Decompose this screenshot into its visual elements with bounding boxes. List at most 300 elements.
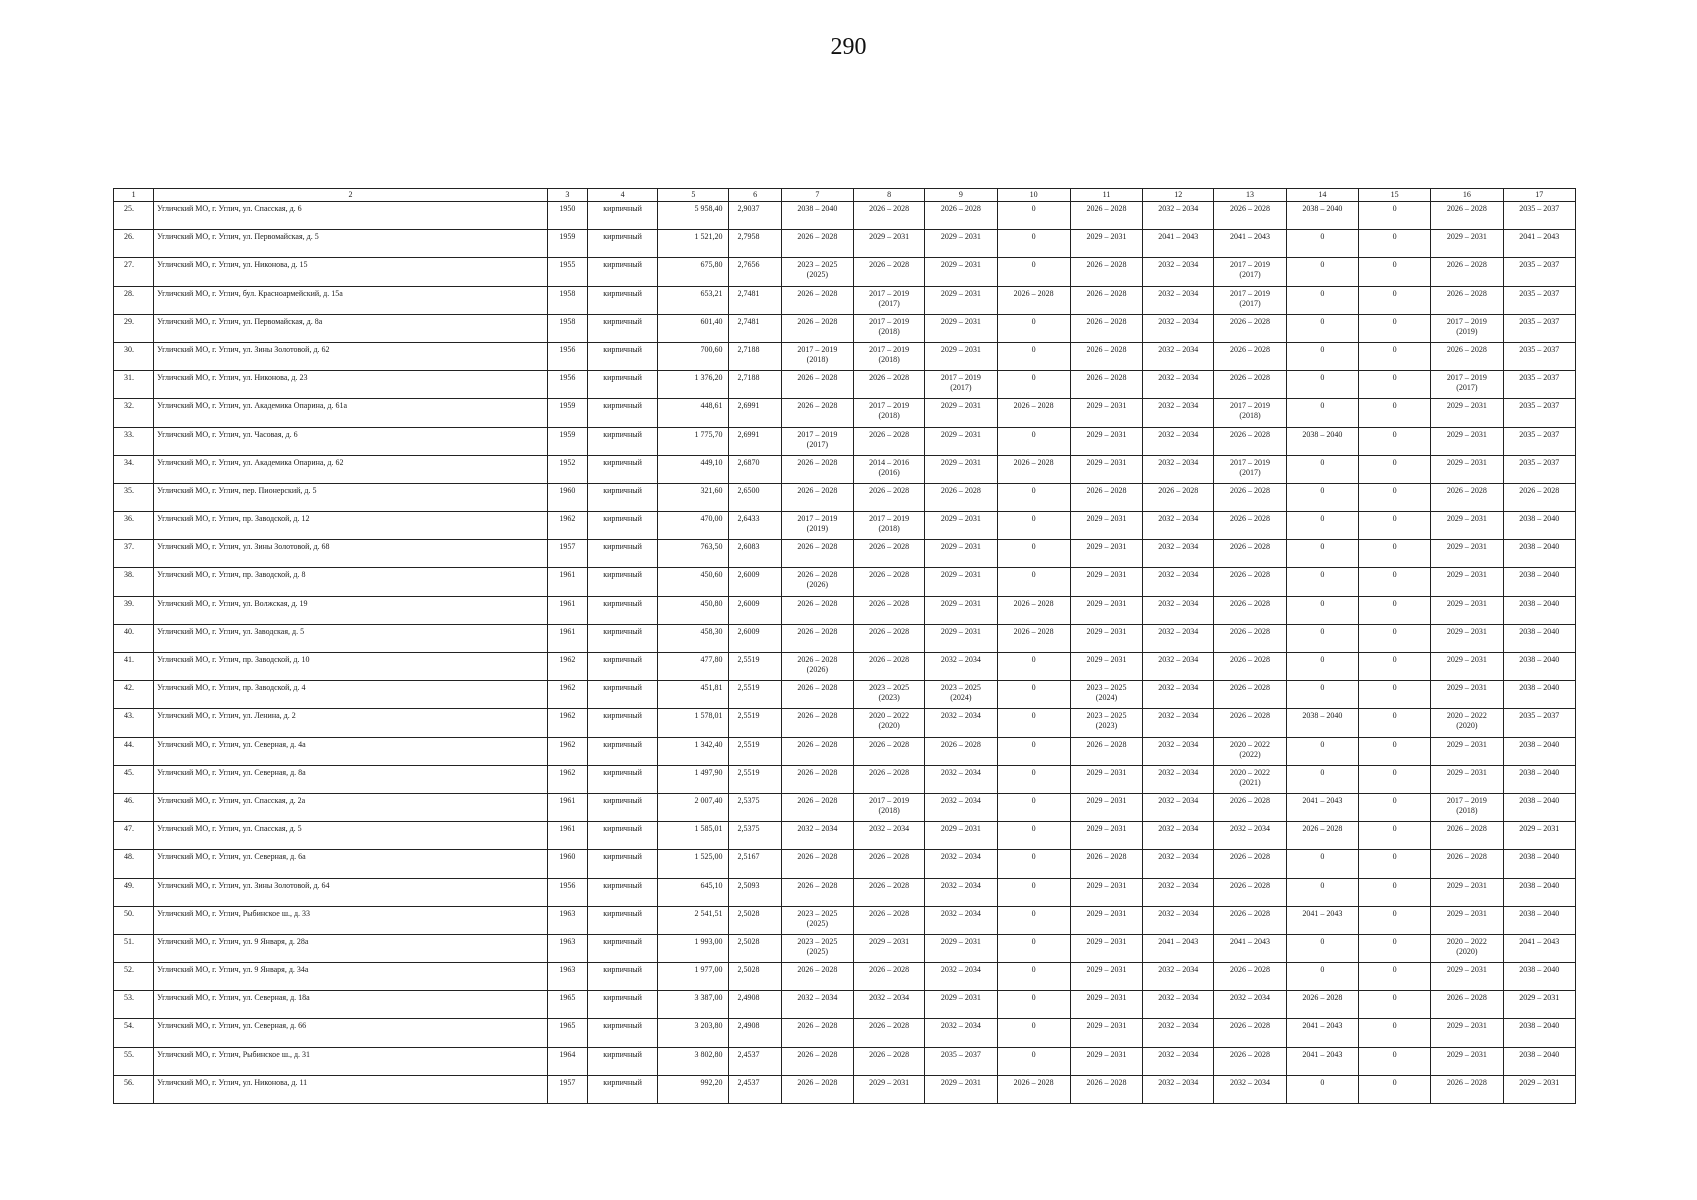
table-cell-col-5: 449,10 bbox=[658, 455, 729, 483]
table-cell-col-15: 0 bbox=[1358, 681, 1430, 709]
table-row bbox=[114, 991, 1576, 1019]
table-cell-col-16: 2026 – 2028 bbox=[1431, 1075, 1503, 1103]
table-cell-col-10: 0 bbox=[997, 568, 1070, 596]
table-row bbox=[114, 709, 1576, 737]
table-cell-col-12: 2032 – 2034 bbox=[1143, 991, 1214, 1019]
table-cell-col-11: 2029 – 2031 bbox=[1070, 878, 1142, 906]
table-cell-col-13: 2020 – 2022 (2022) bbox=[1214, 737, 1286, 765]
table-cell-col-1: 54. bbox=[114, 1019, 154, 1047]
table-cell-col-2: Угличский МО, г. Углич, ул. Северная, д. 18а bbox=[154, 991, 548, 1019]
table-cell-col-17: 2038 – 2040 bbox=[1503, 568, 1575, 596]
table-cell-col-2: Угличский МО, г. Углич, пр. Заводской, д. 12 bbox=[154, 512, 548, 540]
table-cell-col-13: 2017 – 2019 (2017) bbox=[1214, 258, 1286, 286]
table-cell-col-5: 450,60 bbox=[658, 568, 729, 596]
table-cell-col-6: 2,5519 bbox=[729, 737, 781, 765]
table-cell-col-8: 2026 – 2028 bbox=[853, 1047, 924, 1075]
table-cell-col-9: 2032 – 2034 bbox=[925, 793, 997, 821]
table-cell-col-4: кирпичный bbox=[587, 963, 657, 991]
table-cell-col-12: 2032 – 2034 bbox=[1143, 963, 1214, 991]
table-cell-col-1: 48. bbox=[114, 850, 154, 878]
table-row bbox=[114, 512, 1576, 540]
table-cell-col-2: Угличский МО, г. Углич, ул. Никонова, д. 15 bbox=[154, 258, 548, 286]
table-cell-col-5: 2 007,40 bbox=[658, 793, 729, 821]
table-row bbox=[114, 878, 1576, 906]
table-cell-col-4: кирпичный bbox=[587, 596, 657, 624]
table-cell-col-5: 3 203,80 bbox=[658, 1019, 729, 1047]
header-row bbox=[114, 189, 1576, 202]
table-cell-col-8: 2017 – 2019 (2018) bbox=[853, 399, 924, 427]
table-cell-col-15: 0 bbox=[1358, 568, 1430, 596]
table-cell-col-8: 2014 – 2016 (2016) bbox=[853, 455, 924, 483]
table-cell-col-8: 2026 – 2028 bbox=[853, 1019, 924, 1047]
table-cell-col-8: 2032 – 2034 bbox=[853, 822, 924, 850]
column-header-8: 8 bbox=[853, 189, 924, 202]
table-cell-col-4: кирпичный bbox=[587, 512, 657, 540]
table-cell-col-7: 2026 – 2028 bbox=[781, 737, 853, 765]
table-row bbox=[114, 596, 1576, 624]
table-cell-col-5: 448,61 bbox=[658, 399, 729, 427]
table-cell-col-9: 2029 – 2031 bbox=[925, 540, 997, 568]
table-cell-col-14: 0 bbox=[1286, 258, 1358, 286]
table-cell-col-17: 2038 – 2040 bbox=[1503, 596, 1575, 624]
table-cell-col-12: 2032 – 2034 bbox=[1143, 878, 1214, 906]
table-cell-col-7: 2026 – 2028 bbox=[781, 681, 853, 709]
table-cell-col-17: 2035 – 2037 bbox=[1503, 258, 1575, 286]
table-cell-col-11: 2026 – 2028 bbox=[1070, 1075, 1142, 1103]
table-cell-col-14: 2038 – 2040 bbox=[1286, 202, 1358, 230]
column-header-5: 5 bbox=[658, 189, 729, 202]
table-cell-col-17: 2038 – 2040 bbox=[1503, 793, 1575, 821]
table-cell-col-3: 1962 bbox=[547, 512, 587, 540]
table-cell-col-8: 2026 – 2028 bbox=[853, 653, 924, 681]
table-cell-col-14: 0 bbox=[1286, 878, 1358, 906]
table-cell-col-6: 2,4908 bbox=[729, 1019, 781, 1047]
table-cell-col-2: Угличский МО, г. Углич, ул. 9 Января, д. 34а bbox=[154, 963, 548, 991]
table-cell-col-12: 2032 – 2034 bbox=[1143, 822, 1214, 850]
table-cell-col-7: 2026 – 2028 bbox=[781, 624, 853, 652]
table-cell-col-5: 1 585,01 bbox=[658, 822, 729, 850]
table-cell-col-14: 0 bbox=[1286, 342, 1358, 370]
table-row bbox=[114, 850, 1576, 878]
table-cell-col-9: 2029 – 2031 bbox=[925, 286, 997, 314]
table-cell-col-6: 2,9037 bbox=[729, 202, 781, 230]
table-cell-col-6: 2,7188 bbox=[729, 371, 781, 399]
table-cell-col-3: 1962 bbox=[547, 709, 587, 737]
table-cell-col-7: 2026 – 2028 bbox=[781, 1047, 853, 1075]
table-cell-col-3: 1958 bbox=[547, 314, 587, 342]
table-cell-col-1: 39. bbox=[114, 596, 154, 624]
table-row bbox=[114, 934, 1576, 962]
table-cell-col-8: 2017 – 2019 (2018) bbox=[853, 342, 924, 370]
table-cell-col-11: 2023 – 2025 (2024) bbox=[1070, 681, 1142, 709]
table-cell-col-10: 0 bbox=[997, 342, 1070, 370]
table-cell-col-12: 2032 – 2034 bbox=[1143, 765, 1214, 793]
table-cell-col-17: 2035 – 2037 bbox=[1503, 286, 1575, 314]
table-cell-col-12: 2032 – 2034 bbox=[1143, 850, 1214, 878]
table-cell-col-8: 2017 – 2019 (2018) bbox=[853, 314, 924, 342]
table-cell-col-10: 0 bbox=[997, 512, 1070, 540]
column-header-1: 1 bbox=[114, 189, 154, 202]
table-cell-col-7: 2032 – 2034 bbox=[781, 991, 853, 1019]
table-cell-col-8: 2017 – 2019 (2018) bbox=[853, 793, 924, 821]
table-cell-col-9: 2032 – 2034 bbox=[925, 906, 997, 934]
table-cell-col-15: 0 bbox=[1358, 653, 1430, 681]
table-cell-col-11: 2029 – 2031 bbox=[1070, 793, 1142, 821]
table-cell-col-16: 2029 – 2031 bbox=[1431, 681, 1503, 709]
table-cell-col-11: 2026 – 2028 bbox=[1070, 258, 1142, 286]
table-cell-col-12: 2032 – 2034 bbox=[1143, 512, 1214, 540]
table-cell-col-17: 2035 – 2037 bbox=[1503, 427, 1575, 455]
table-cell-col-7: 2032 – 2034 bbox=[781, 822, 853, 850]
table-cell-col-2: Угличский МО, г. Углич, ул. Часовая, д. 6 bbox=[154, 427, 548, 455]
table-cell-col-5: 763,50 bbox=[658, 540, 729, 568]
table-cell-col-4: кирпичный bbox=[587, 681, 657, 709]
table-cell-col-5: 675,80 bbox=[658, 258, 729, 286]
table-cell-col-5: 1 775,70 bbox=[658, 427, 729, 455]
table-cell-col-14: 0 bbox=[1286, 624, 1358, 652]
table-cell-col-8: 2026 – 2028 bbox=[853, 258, 924, 286]
table-cell-col-9: 2017 – 2019 (2017) bbox=[925, 371, 997, 399]
table-cell-col-16: 2029 – 2031 bbox=[1431, 963, 1503, 991]
table-cell-col-11: 2029 – 2031 bbox=[1070, 512, 1142, 540]
table-cell-col-7: 2026 – 2028 (2026) bbox=[781, 568, 853, 596]
table-cell-col-3: 1959 bbox=[547, 230, 587, 258]
table-cell-col-6: 2,6991 bbox=[729, 399, 781, 427]
table-cell-col-11: 2026 – 2028 bbox=[1070, 371, 1142, 399]
table-cell-col-6: 2,6083 bbox=[729, 540, 781, 568]
table-cell-col-6: 2,7958 bbox=[729, 230, 781, 258]
table-cell-col-17: 2035 – 2037 bbox=[1503, 371, 1575, 399]
table-cell-col-10: 0 bbox=[997, 850, 1070, 878]
table-cell-col-8: 2026 – 2028 bbox=[853, 624, 924, 652]
table-cell-col-3: 1961 bbox=[547, 568, 587, 596]
table-cell-col-11: 2026 – 2028 bbox=[1070, 202, 1142, 230]
table-cell-col-2: Угличский МО, г. Углич, бул. Красноармейский, д. 15а bbox=[154, 286, 548, 314]
table-cell-col-8: 2029 – 2031 bbox=[853, 934, 924, 962]
table-cell-col-8: 2026 – 2028 bbox=[853, 850, 924, 878]
table-cell-col-16: 2026 – 2028 bbox=[1431, 822, 1503, 850]
table-cell-col-7: 2026 – 2028 bbox=[781, 371, 853, 399]
table-cell-col-7: 2026 – 2028 bbox=[781, 286, 853, 314]
table-cell-col-11: 2029 – 2031 bbox=[1070, 540, 1142, 568]
table-cell-col-14: 2041 – 2043 bbox=[1286, 1047, 1358, 1075]
table-row bbox=[114, 906, 1576, 934]
table-cell-col-3: 1962 bbox=[547, 653, 587, 681]
table-cell-col-17: 2038 – 2040 bbox=[1503, 765, 1575, 793]
table-cell-col-10: 0 bbox=[997, 765, 1070, 793]
table-cell-col-13: 2026 – 2028 bbox=[1214, 483, 1286, 511]
table-cell-col-15: 0 bbox=[1358, 258, 1430, 286]
table-cell-col-15: 0 bbox=[1358, 624, 1430, 652]
table-cell-col-13: 2026 – 2028 bbox=[1214, 314, 1286, 342]
table-cell-col-12: 2032 – 2034 bbox=[1143, 709, 1214, 737]
table-cell-col-2: Угличский МО, г. Углич, ул. Первомайская, д. 5 bbox=[154, 230, 548, 258]
table-cell-col-11: 2029 – 2031 bbox=[1070, 765, 1142, 793]
table-cell-col-6: 2,5519 bbox=[729, 709, 781, 737]
table-cell-col-1: 42. bbox=[114, 681, 154, 709]
table-cell-col-5: 1 342,40 bbox=[658, 737, 729, 765]
table-cell-col-12: 2032 – 2034 bbox=[1143, 286, 1214, 314]
table-cell-col-14: 0 bbox=[1286, 371, 1358, 399]
table-cell-col-17: 2038 – 2040 bbox=[1503, 737, 1575, 765]
table-cell-col-3: 1963 bbox=[547, 963, 587, 991]
table-cell-col-4: кирпичный bbox=[587, 624, 657, 652]
table-cell-col-14: 2038 – 2040 bbox=[1286, 427, 1358, 455]
table-cell-col-14: 0 bbox=[1286, 512, 1358, 540]
table-cell-col-3: 1962 bbox=[547, 737, 587, 765]
table-cell-col-4: кирпичный bbox=[587, 737, 657, 765]
table-cell-col-12: 2032 – 2034 bbox=[1143, 653, 1214, 681]
table-cell-col-9: 2029 – 2031 bbox=[925, 568, 997, 596]
table-cell-col-17: 2041 – 2043 bbox=[1503, 230, 1575, 258]
table-row bbox=[114, 681, 1576, 709]
table-cell-col-6: 2,7656 bbox=[729, 258, 781, 286]
table-cell-col-2: Угличский МО, г. Углич, ул. Ленина, д. 2 bbox=[154, 709, 548, 737]
table-cell-col-9: 2032 – 2034 bbox=[925, 850, 997, 878]
table-cell-col-5: 645,10 bbox=[658, 878, 729, 906]
table-cell-col-9: 2032 – 2034 bbox=[925, 878, 997, 906]
table-cell-col-9: 2029 – 2031 bbox=[925, 399, 997, 427]
table-cell-col-15: 0 bbox=[1358, 286, 1430, 314]
table-cell-col-6: 2,6433 bbox=[729, 512, 781, 540]
table-cell-col-7: 2026 – 2028 bbox=[781, 793, 853, 821]
table-cell-col-9: 2029 – 2031 bbox=[925, 342, 997, 370]
table-cell-col-17: 2035 – 2037 bbox=[1503, 455, 1575, 483]
table-cell-col-15: 0 bbox=[1358, 934, 1430, 962]
table-cell-col-17: 2029 – 2031 bbox=[1503, 822, 1575, 850]
table-cell-col-15: 0 bbox=[1358, 991, 1430, 1019]
table-cell-col-2: Угличский МО, г. Углич, ул. Зины Золотовой, д. 68 bbox=[154, 540, 548, 568]
table-cell-col-3: 1961 bbox=[547, 596, 587, 624]
table-cell-col-10: 0 bbox=[997, 540, 1070, 568]
table-cell-col-17: 2035 – 2037 bbox=[1503, 314, 1575, 342]
table-cell-col-2: Угличский МО, г. Углич, ул. Зины Золотовой, д. 62 bbox=[154, 342, 548, 370]
table-cell-col-5: 477,80 bbox=[658, 653, 729, 681]
table-cell-col-13: 2017 – 2019 (2018) bbox=[1214, 399, 1286, 427]
table-cell-col-11: 2026 – 2028 bbox=[1070, 483, 1142, 511]
table-cell-col-12: 2032 – 2034 bbox=[1143, 258, 1214, 286]
table-cell-col-15: 0 bbox=[1358, 483, 1430, 511]
table-cell-col-11: 2026 – 2028 bbox=[1070, 342, 1142, 370]
table-cell-col-16: 2029 – 2031 bbox=[1431, 455, 1503, 483]
table-cell-col-9: 2029 – 2031 bbox=[925, 624, 997, 652]
column-header-14: 14 bbox=[1286, 189, 1358, 202]
table-cell-col-17: 2038 – 2040 bbox=[1503, 1047, 1575, 1075]
table-cell-col-10: 0 bbox=[997, 793, 1070, 821]
table-cell-col-3: 1961 bbox=[547, 793, 587, 821]
table-cell-col-13: 2026 – 2028 bbox=[1214, 850, 1286, 878]
table-cell-col-7: 2026 – 2028 bbox=[781, 230, 853, 258]
table-cell-col-4: кирпичный bbox=[587, 286, 657, 314]
table-cell-col-14: 2041 – 2043 bbox=[1286, 793, 1358, 821]
table-cell-col-17: 2035 – 2037 bbox=[1503, 399, 1575, 427]
table-cell-col-5: 458,30 bbox=[658, 624, 729, 652]
table-cell-col-2: Угличский МО, г. Углич, ул. Северная, д. 4а bbox=[154, 737, 548, 765]
table-cell-col-1: 38. bbox=[114, 568, 154, 596]
table-cell-col-6: 2,6500 bbox=[729, 483, 781, 511]
table-cell-col-8: 2029 – 2031 bbox=[853, 1075, 924, 1103]
table-cell-col-6: 2,5519 bbox=[729, 653, 781, 681]
table-cell-col-9: 2029 – 2031 bbox=[925, 596, 997, 624]
table-cell-col-13: 2017 – 2019 (2017) bbox=[1214, 286, 1286, 314]
table-cell-col-15: 0 bbox=[1358, 765, 1430, 793]
table-cell-col-7: 2017 – 2019 (2019) bbox=[781, 512, 853, 540]
table-cell-col-12: 2032 – 2034 bbox=[1143, 681, 1214, 709]
table-cell-col-17: 2038 – 2040 bbox=[1503, 1019, 1575, 1047]
table-cell-col-16: 2029 – 2031 bbox=[1431, 624, 1503, 652]
table-row bbox=[114, 624, 1576, 652]
table-cell-col-6: 2,6009 bbox=[729, 568, 781, 596]
table-cell-col-3: 1956 bbox=[547, 371, 587, 399]
table-cell-col-11: 2029 – 2031 bbox=[1070, 230, 1142, 258]
table-cell-col-8: 2026 – 2028 bbox=[853, 963, 924, 991]
table-cell-col-5: 2 541,51 bbox=[658, 906, 729, 934]
table-cell-col-14: 0 bbox=[1286, 596, 1358, 624]
table-cell-col-13: 2026 – 2028 bbox=[1214, 793, 1286, 821]
table-cell-col-16: 2029 – 2031 bbox=[1431, 906, 1503, 934]
column-header-9: 9 bbox=[925, 189, 997, 202]
table-cell-col-16: 2026 – 2028 bbox=[1431, 258, 1503, 286]
table-cell-col-15: 0 bbox=[1358, 709, 1430, 737]
table-cell-col-5: 1 525,00 bbox=[658, 850, 729, 878]
table-cell-col-16: 2029 – 2031 bbox=[1431, 878, 1503, 906]
table-cell-col-4: кирпичный bbox=[587, 314, 657, 342]
table-cell-col-7: 2026 – 2028 bbox=[781, 540, 853, 568]
table-row bbox=[114, 568, 1576, 596]
table-cell-col-9: 2032 – 2034 bbox=[925, 1019, 997, 1047]
table-cell-col-14: 0 bbox=[1286, 934, 1358, 962]
table-cell-col-1: 50. bbox=[114, 906, 154, 934]
table-cell-col-12: 2032 – 2034 bbox=[1143, 202, 1214, 230]
table-cell-col-9: 2029 – 2031 bbox=[925, 230, 997, 258]
table-cell-col-1: 46. bbox=[114, 793, 154, 821]
table-cell-col-3: 1960 bbox=[547, 850, 587, 878]
table-cell-col-14: 2041 – 2043 bbox=[1286, 1019, 1358, 1047]
table-cell-col-16: 2029 – 2031 bbox=[1431, 540, 1503, 568]
table-cell-col-6: 2,4537 bbox=[729, 1075, 781, 1103]
table-cell-col-7: 2026 – 2028 bbox=[781, 1019, 853, 1047]
table-cell-col-8: 2026 – 2028 bbox=[853, 202, 924, 230]
table-cell-col-5: 601,40 bbox=[658, 314, 729, 342]
table-cell-col-10: 0 bbox=[997, 230, 1070, 258]
table-cell-col-13: 2026 – 2028 bbox=[1214, 427, 1286, 455]
table-row bbox=[114, 342, 1576, 370]
table-cell-col-17: 2035 – 2037 bbox=[1503, 709, 1575, 737]
table-cell-col-7: 2026 – 2028 bbox=[781, 455, 853, 483]
table-cell-col-1: 25. bbox=[114, 202, 154, 230]
table-cell-col-10: 0 bbox=[997, 737, 1070, 765]
table-cell-col-9: 2023 – 2025 (2024) bbox=[925, 681, 997, 709]
table-cell-col-14: 0 bbox=[1286, 286, 1358, 314]
table-cell-col-16: 2029 – 2031 bbox=[1431, 737, 1503, 765]
table-cell-col-9: 2029 – 2031 bbox=[925, 1075, 997, 1103]
table-row bbox=[114, 427, 1576, 455]
table-cell-col-17: 2035 – 2037 bbox=[1503, 202, 1575, 230]
table-cell-col-4: кирпичный bbox=[587, 1019, 657, 1047]
table-cell-col-8: 2026 – 2028 bbox=[853, 596, 924, 624]
column-header-17: 17 bbox=[1503, 189, 1575, 202]
table-cell-col-5: 1 993,00 bbox=[658, 934, 729, 962]
table-cell-col-1: 27. bbox=[114, 258, 154, 286]
table-cell-col-11: 2029 – 2031 bbox=[1070, 455, 1142, 483]
table-cell-col-10: 0 bbox=[997, 202, 1070, 230]
table-row bbox=[114, 765, 1576, 793]
table-cell-col-8: 2017 – 2019 (2017) bbox=[853, 286, 924, 314]
table-cell-col-1: 47. bbox=[114, 822, 154, 850]
table-cell-col-16: 2029 – 2031 bbox=[1431, 399, 1503, 427]
table-cell-col-3: 1958 bbox=[547, 286, 587, 314]
table-cell-col-17: 2035 – 2037 bbox=[1503, 342, 1575, 370]
table-cell-col-2: Угличский МО, г. Углич, пр. Заводской, д. 10 bbox=[154, 653, 548, 681]
table-cell-col-8: 2017 – 2019 (2018) bbox=[853, 512, 924, 540]
table-cell-col-9: 2032 – 2034 bbox=[925, 653, 997, 681]
table-cell-col-3: 1957 bbox=[547, 540, 587, 568]
table-cell-col-11: 2026 – 2028 bbox=[1070, 737, 1142, 765]
table-cell-col-14: 0 bbox=[1286, 568, 1358, 596]
table-row bbox=[114, 314, 1576, 342]
table-cell-col-4: кирпичный bbox=[587, 230, 657, 258]
table-cell-col-1: 43. bbox=[114, 709, 154, 737]
table-cell-col-16: 2020 – 2022 (2020) bbox=[1431, 709, 1503, 737]
table-cell-col-10: 0 bbox=[997, 427, 1070, 455]
table-cell-col-12: 2032 – 2034 bbox=[1143, 342, 1214, 370]
table-row bbox=[114, 258, 1576, 286]
column-header-2: 2 bbox=[154, 189, 548, 202]
table-cell-col-3: 1963 bbox=[547, 934, 587, 962]
table-cell-col-8: 2026 – 2028 bbox=[853, 371, 924, 399]
table-cell-col-12: 2032 – 2034 bbox=[1143, 1047, 1214, 1075]
column-header-10: 10 bbox=[997, 189, 1070, 202]
table-cell-col-2: Угличский МО, г. Углич, ул. Никонова, д. 11 bbox=[154, 1075, 548, 1103]
table-cell-col-17: 2038 – 2040 bbox=[1503, 512, 1575, 540]
table-cell-col-17: 2029 – 2031 bbox=[1503, 991, 1575, 1019]
table-cell-col-4: кирпичный bbox=[587, 793, 657, 821]
table-cell-col-12: 2032 – 2034 bbox=[1143, 455, 1214, 483]
table-cell-col-14: 0 bbox=[1286, 681, 1358, 709]
table-cell-col-14: 0 bbox=[1286, 765, 1358, 793]
table-cell-col-10: 0 bbox=[997, 878, 1070, 906]
table-cell-col-4: кирпичный bbox=[587, 483, 657, 511]
table-cell-col-7: 2026 – 2028 bbox=[781, 850, 853, 878]
table-cell-col-5: 450,80 bbox=[658, 596, 729, 624]
table-body bbox=[114, 202, 1576, 1104]
table-header bbox=[114, 189, 1576, 202]
table-cell-col-17: 2041 – 2043 bbox=[1503, 934, 1575, 962]
table-cell-col-14: 0 bbox=[1286, 1075, 1358, 1103]
table-cell-col-16: 2026 – 2028 bbox=[1431, 286, 1503, 314]
table-cell-col-1: 34. bbox=[114, 455, 154, 483]
table-cell-col-5: 1 521,20 bbox=[658, 230, 729, 258]
column-header-4: 4 bbox=[587, 189, 657, 202]
table-cell-col-1: 33. bbox=[114, 427, 154, 455]
table-cell-col-13: 2041 – 2043 bbox=[1214, 230, 1286, 258]
table-cell-col-12: 2032 – 2034 bbox=[1143, 1019, 1214, 1047]
table-cell-col-7: 2023 – 2025 (2025) bbox=[781, 906, 853, 934]
table-cell-col-4: кирпичный bbox=[587, 822, 657, 850]
table-cell-col-9: 2032 – 2034 bbox=[925, 765, 997, 793]
table-cell-col-11: 2023 – 2025 (2023) bbox=[1070, 709, 1142, 737]
table-cell-col-5: 470,00 bbox=[658, 512, 729, 540]
table-cell-col-1: 51. bbox=[114, 934, 154, 962]
table-cell-col-16: 2017 – 2019 (2017) bbox=[1431, 371, 1503, 399]
table-cell-col-9: 2029 – 2031 bbox=[925, 427, 997, 455]
table-cell-col-1: 35. bbox=[114, 483, 154, 511]
table-cell-col-6: 2,5167 bbox=[729, 850, 781, 878]
table-cell-col-10: 0 bbox=[997, 906, 1070, 934]
table-cell-col-4: кирпичный bbox=[587, 202, 657, 230]
table-cell-col-13: 2026 – 2028 bbox=[1214, 202, 1286, 230]
table-cell-col-13: 2026 – 2028 bbox=[1214, 624, 1286, 652]
